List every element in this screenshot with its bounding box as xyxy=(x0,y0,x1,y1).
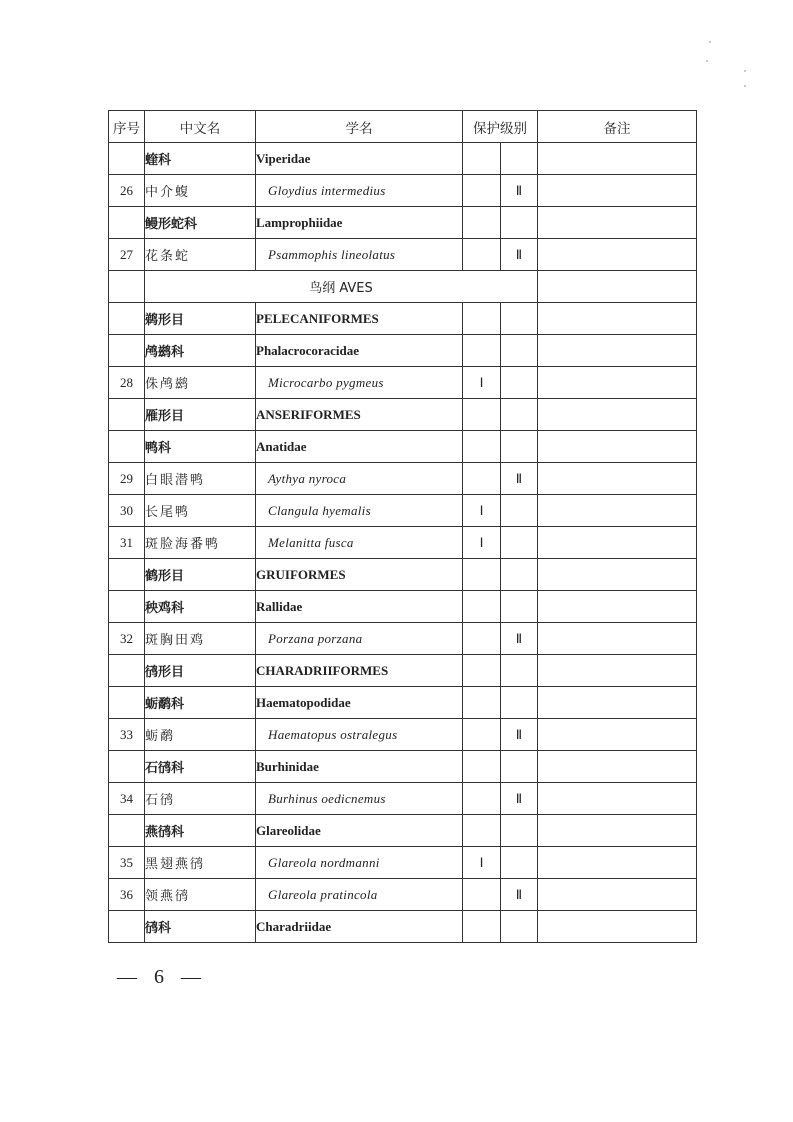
level-2-cell: Ⅱ xyxy=(501,623,538,655)
species-row xyxy=(109,719,697,751)
scientific-name-cell: Melanitta fusca xyxy=(256,527,463,559)
level-1-cell xyxy=(463,591,501,623)
chinese-name-cell: 黑翅燕鸻 xyxy=(145,847,256,879)
notes-cell xyxy=(538,623,697,655)
notes-cell xyxy=(538,303,697,335)
taxon-row xyxy=(109,303,697,335)
scientific-name-cell: PELECANIFORMES xyxy=(256,303,463,335)
scientific-name-cell: Viperidae xyxy=(256,143,463,175)
notes-cell xyxy=(538,527,697,559)
header-seq: 序号 xyxy=(109,111,145,143)
page-number: — 6 — xyxy=(117,966,207,988)
seq-cell: 30 xyxy=(109,495,145,527)
level-2-cell xyxy=(501,303,538,335)
seq-cell xyxy=(109,591,145,623)
scientific-name-cell: Aythya nyroca xyxy=(256,463,463,495)
chinese-name-cell: 斑胸田鸡 xyxy=(145,623,256,655)
species-row xyxy=(109,623,697,655)
chinese-name-cell: 秧鸡科 xyxy=(145,591,256,623)
level-1-cell: Ⅰ xyxy=(463,495,501,527)
level-1-cell xyxy=(463,623,501,655)
chinese-name-cell: 蛎鹬科 xyxy=(145,687,256,719)
seq-cell xyxy=(109,431,145,463)
level-2-cell xyxy=(501,495,538,527)
species-row xyxy=(109,879,697,911)
notes-cell xyxy=(538,783,697,815)
level-2-cell: Ⅱ xyxy=(501,175,538,207)
notes-cell xyxy=(538,911,697,943)
chinese-name-cell: 燕鸻科 xyxy=(145,815,256,847)
scientific-name-cell: Glareolidae xyxy=(256,815,463,847)
level-2-cell xyxy=(501,655,538,687)
level-2-cell: Ⅱ xyxy=(501,783,538,815)
chinese-name-cell: 鳗形蛇科 xyxy=(145,207,256,239)
notes-cell xyxy=(538,399,697,431)
level-1-cell xyxy=(463,719,501,751)
level-2-cell xyxy=(501,527,538,559)
level-2-cell xyxy=(501,367,538,399)
scientific-name-cell: Haematopus ostralegus xyxy=(256,719,463,751)
seq-cell xyxy=(109,655,145,687)
seq-cell: 35 xyxy=(109,847,145,879)
notes-cell xyxy=(538,687,697,719)
notes-cell xyxy=(538,143,697,175)
chinese-name-cell: 鹤形目 xyxy=(145,559,256,591)
seq-cell xyxy=(109,207,145,239)
seq-cell xyxy=(109,271,145,303)
level-2-cell xyxy=(501,431,538,463)
chinese-name-cell: 花条蛇 xyxy=(145,239,256,271)
scientific-name-cell: Microcarbo pygmeus xyxy=(256,367,463,399)
notes-cell xyxy=(538,815,697,847)
notes-cell xyxy=(538,463,697,495)
notes-cell xyxy=(538,207,697,239)
notes-cell xyxy=(538,335,697,367)
scientific-name-cell: Lamprophiidae xyxy=(256,207,463,239)
scientific-name-cell: Burhinus oedicnemus xyxy=(256,783,463,815)
class-row xyxy=(109,271,697,303)
scientific-name-cell: Rallidae xyxy=(256,591,463,623)
scientific-name-cell: ANSERIFORMES xyxy=(256,399,463,431)
seq-cell xyxy=(109,399,145,431)
scientific-name-cell: Psammophis lineolatus xyxy=(256,239,463,271)
scientific-name-cell: Clangula hyemalis xyxy=(256,495,463,527)
scan-speck xyxy=(744,85,746,87)
seq-cell: 32 xyxy=(109,623,145,655)
seq-cell: 36 xyxy=(109,879,145,911)
level-1-cell xyxy=(463,751,501,783)
chinese-name-cell: 雁形目 xyxy=(145,399,256,431)
level-2-cell xyxy=(501,591,538,623)
notes-cell xyxy=(538,271,697,303)
level-2-cell xyxy=(501,143,538,175)
level-1-cell xyxy=(463,239,501,271)
species-row xyxy=(109,783,697,815)
level-2-cell: Ⅱ xyxy=(501,463,538,495)
header-protection-level: 保护级别 xyxy=(463,111,538,143)
taxon-row xyxy=(109,591,697,623)
species-row xyxy=(109,463,697,495)
seq-cell: 34 xyxy=(109,783,145,815)
scientific-name-cell: CHARADRIIFORMES xyxy=(256,655,463,687)
seq-cell xyxy=(109,911,145,943)
scientific-name-cell: Porzana porzana xyxy=(256,623,463,655)
species-row xyxy=(109,175,697,207)
seq-cell xyxy=(109,815,145,847)
level-1-cell xyxy=(463,207,501,239)
taxon-row xyxy=(109,431,697,463)
level-1-cell xyxy=(463,303,501,335)
chinese-name-cell: 石鸻科 xyxy=(145,751,256,783)
taxon-row xyxy=(109,751,697,783)
species-row xyxy=(109,367,697,399)
seq-cell: 27 xyxy=(109,239,145,271)
level-1-cell xyxy=(463,175,501,207)
scan-speck xyxy=(744,70,746,72)
header-row xyxy=(109,111,697,143)
chinese-name-cell: 石鸻 xyxy=(145,783,256,815)
chinese-name-cell: 侏鸬鹚 xyxy=(145,367,256,399)
level-2-cell xyxy=(501,399,538,431)
chinese-name-cell: 蛎鹬 xyxy=(145,719,256,751)
level-1-cell xyxy=(463,655,501,687)
scientific-name-cell: Charadriidae xyxy=(256,911,463,943)
level-1-cell xyxy=(463,399,501,431)
level-1-cell xyxy=(463,815,501,847)
species-row xyxy=(109,847,697,879)
chinese-name-cell: 鸬鹚科 xyxy=(145,335,256,367)
header-scientific-name: 学名 xyxy=(256,111,463,143)
taxon-row xyxy=(109,335,697,367)
level-2-cell: Ⅱ xyxy=(501,879,538,911)
scan-speck xyxy=(709,41,711,43)
level-2-cell: Ⅱ xyxy=(501,719,538,751)
notes-cell xyxy=(538,879,697,911)
class-label-cell: 鸟纲 AVES xyxy=(145,271,538,303)
notes-cell xyxy=(538,431,697,463)
species-row xyxy=(109,527,697,559)
level-1-cell: Ⅰ xyxy=(463,367,501,399)
level-1-cell xyxy=(463,463,501,495)
seq-cell: 33 xyxy=(109,719,145,751)
level-1-cell xyxy=(463,431,501,463)
species-table xyxy=(108,110,697,943)
species-row xyxy=(109,239,697,271)
taxon-row xyxy=(109,399,697,431)
level-1-cell xyxy=(463,783,501,815)
seq-cell xyxy=(109,559,145,591)
level-1-cell xyxy=(463,335,501,367)
chinese-name-cell: 鸭科 xyxy=(145,431,256,463)
header-notes: 备注 xyxy=(538,111,697,143)
scientific-name-cell: Haematopodidae xyxy=(256,687,463,719)
notes-cell xyxy=(538,175,697,207)
level-1-cell: Ⅰ xyxy=(463,527,501,559)
level-2-cell xyxy=(501,559,538,591)
level-2-cell xyxy=(501,815,538,847)
scan-speck xyxy=(706,60,708,62)
notes-cell xyxy=(538,559,697,591)
scientific-name-cell: Anatidae xyxy=(256,431,463,463)
level-1-cell xyxy=(463,879,501,911)
taxon-row xyxy=(109,655,697,687)
scientific-name-cell: GRUIFORMES xyxy=(256,559,463,591)
taxon-row xyxy=(109,911,697,943)
chinese-name-cell: 斑脸海番鸭 xyxy=(145,527,256,559)
scientific-name-cell: Glareola pratincola xyxy=(256,879,463,911)
level-2-cell xyxy=(501,207,538,239)
notes-cell xyxy=(538,751,697,783)
level-1-cell: Ⅰ xyxy=(463,847,501,879)
taxon-row xyxy=(109,815,697,847)
notes-cell xyxy=(538,591,697,623)
chinese-name-cell: 鸻科 xyxy=(145,911,256,943)
scientific-name-cell: Gloydius intermedius xyxy=(256,175,463,207)
seq-cell: 29 xyxy=(109,463,145,495)
notes-cell xyxy=(538,655,697,687)
chinese-name-cell: 蝰科 xyxy=(145,143,256,175)
chinese-name-cell: 白眼潜鸭 xyxy=(145,463,256,495)
seq-cell xyxy=(109,303,145,335)
level-1-cell xyxy=(463,911,501,943)
header-chinese-name: 中文名 xyxy=(145,111,256,143)
notes-cell xyxy=(538,495,697,527)
notes-cell xyxy=(538,719,697,751)
table-body xyxy=(109,143,697,943)
seq-cell xyxy=(109,751,145,783)
notes-cell xyxy=(538,239,697,271)
chinese-name-cell: 鹈形目 xyxy=(145,303,256,335)
notes-cell xyxy=(538,367,697,399)
chinese-name-cell: 中介蝮 xyxy=(145,175,256,207)
level-2-cell xyxy=(501,911,538,943)
level-1-cell xyxy=(463,559,501,591)
level-2-cell xyxy=(501,687,538,719)
scientific-name-cell: Glareola nordmanni xyxy=(256,847,463,879)
seq-cell: 26 xyxy=(109,175,145,207)
seq-cell xyxy=(109,335,145,367)
chinese-name-cell: 鸻形目 xyxy=(145,655,256,687)
level-2-cell xyxy=(501,335,538,367)
notes-cell xyxy=(538,847,697,879)
seq-cell: 31 xyxy=(109,527,145,559)
scientific-name-cell: Burhinidae xyxy=(256,751,463,783)
taxon-row xyxy=(109,207,697,239)
chinese-name-cell: 长尾鸭 xyxy=(145,495,256,527)
level-2-cell xyxy=(501,751,538,783)
chinese-name-cell: 领燕鸻 xyxy=(145,879,256,911)
level-2-cell xyxy=(501,847,538,879)
taxon-row xyxy=(109,143,697,175)
level-1-cell xyxy=(463,143,501,175)
seq-cell: 28 xyxy=(109,367,145,399)
taxon-row xyxy=(109,559,697,591)
seq-cell xyxy=(109,687,145,719)
scientific-name-cell: Phalacrocoracidae xyxy=(256,335,463,367)
seq-cell xyxy=(109,143,145,175)
level-1-cell xyxy=(463,687,501,719)
taxon-row xyxy=(109,687,697,719)
level-2-cell: Ⅱ xyxy=(501,239,538,271)
species-row xyxy=(109,495,697,527)
